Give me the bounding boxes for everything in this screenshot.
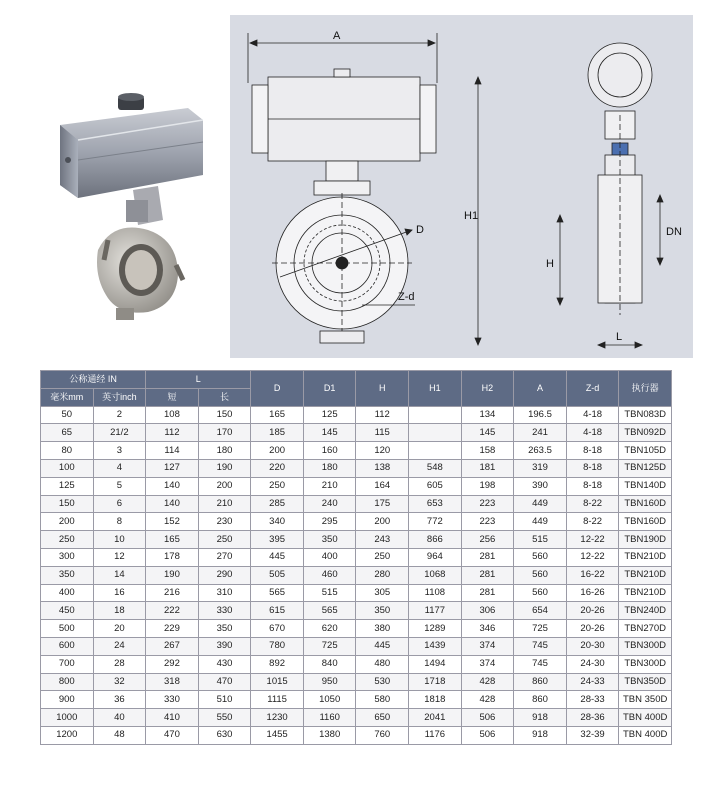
table-cell: 165 <box>251 406 304 424</box>
table-cell: 340 <box>251 513 304 531</box>
table-cell: 449 <box>514 513 567 531</box>
table-cell: 48 <box>93 726 146 744</box>
table-cell: TBN350D <box>619 673 672 691</box>
table-cell: 670 <box>251 620 304 638</box>
table-cell <box>409 406 462 424</box>
table-cell: 1015 <box>251 673 304 691</box>
table-cell: 560 <box>514 566 567 584</box>
table-cell: 560 <box>514 584 567 602</box>
table-row <box>41 620 672 638</box>
table-cell: 250 <box>198 531 251 549</box>
table-cell: 196.5 <box>514 406 567 424</box>
table-cell: 605 <box>409 477 462 495</box>
table-row <box>41 691 672 709</box>
table-row <box>41 548 672 566</box>
table-cell: 725 <box>514 620 567 638</box>
table-cell: 140 <box>146 477 199 495</box>
table-cell: 330 <box>198 602 251 620</box>
table-cell: 8-22 <box>566 513 619 531</box>
table-cell: 145 <box>303 424 356 442</box>
table-cell: 65 <box>41 424 94 442</box>
table-cell: 1200 <box>41 726 94 744</box>
table-cell: 290 <box>198 566 251 584</box>
table-cell: 505 <box>251 566 304 584</box>
table-cell: 470 <box>198 673 251 691</box>
table-cell: 256 <box>461 531 514 549</box>
table-cell: TBN105D <box>619 442 672 460</box>
table-cell: 506 <box>461 709 514 727</box>
table-cell: 918 <box>514 709 567 727</box>
table-row <box>41 459 672 477</box>
table-cell: 580 <box>356 691 409 709</box>
table-cell: 395 <box>251 531 304 549</box>
table-cell: 158 <box>461 442 514 460</box>
table-cell: 16-22 <box>566 566 619 584</box>
table-cell: 565 <box>303 602 356 620</box>
table-cell: 28-36 <box>566 709 619 727</box>
table-cell: 270 <box>198 548 251 566</box>
table-cell: 350 <box>356 602 409 620</box>
header-zd: Z-d <box>566 371 619 407</box>
label-dn: DN <box>666 226 682 238</box>
table-cell: TBN 400D <box>619 709 672 727</box>
table-cell: 200 <box>251 442 304 460</box>
table-cell: 300 <box>41 548 94 566</box>
table-cell: 150 <box>41 495 94 513</box>
table-cell: 1289 <box>409 620 462 638</box>
table-row <box>41 566 672 584</box>
table-cell: TBN300D <box>619 637 672 655</box>
table-cell: 190 <box>198 459 251 477</box>
table-row <box>41 406 672 424</box>
table-cell: 1000 <box>41 709 94 727</box>
table-cell: 250 <box>251 477 304 495</box>
table-cell: 860 <box>514 673 567 691</box>
table-cell: 243 <box>356 531 409 549</box>
table-cell: TBN092D <box>619 424 672 442</box>
table-cell: 140 <box>146 495 199 513</box>
table-cell: 210 <box>303 477 356 495</box>
table-cell: 40 <box>93 709 146 727</box>
table-cell: 1455 <box>251 726 304 744</box>
table-cell: 860 <box>514 691 567 709</box>
table-row <box>41 513 672 531</box>
table-cell: 700 <box>41 655 94 673</box>
table-cell: 120 <box>356 442 409 460</box>
table-cell: 4 <box>93 459 146 477</box>
table-cell: 164 <box>356 477 409 495</box>
table-cell: 10 <box>93 531 146 549</box>
table-cell: 390 <box>198 637 251 655</box>
table-cell: 281 <box>461 566 514 584</box>
table-cell: 1160 <box>303 709 356 727</box>
table-cell: 500 <box>41 620 94 638</box>
table-row <box>41 673 672 691</box>
table-cell: 840 <box>303 655 356 673</box>
table-cell: 36 <box>93 691 146 709</box>
table-cell: 1494 <box>409 655 462 673</box>
label-zd: Z-d <box>398 291 415 303</box>
table-cell: 1050 <box>303 691 356 709</box>
label-h: H <box>546 258 554 270</box>
table-cell: 114 <box>146 442 199 460</box>
table-row <box>41 655 672 673</box>
table-cell: 134 <box>461 406 514 424</box>
table-cell: 8-18 <box>566 477 619 495</box>
header-a: A <box>514 371 567 407</box>
table-cell: 28-33 <box>566 691 619 709</box>
table-cell: 780 <box>251 637 304 655</box>
table-cell: TBN160D <box>619 495 672 513</box>
table-cell: 8 <box>93 513 146 531</box>
table-cell: 281 <box>461 548 514 566</box>
table-cell: 1380 <box>303 726 356 744</box>
table-cell: 229 <box>146 620 199 638</box>
table-cell: 319 <box>514 459 567 477</box>
table-cell: 267 <box>146 637 199 655</box>
table-cell: TBN270D <box>619 620 672 638</box>
table-row <box>41 709 672 727</box>
table-cell: 160 <box>303 442 356 460</box>
table-cell: 2 <box>93 406 146 424</box>
table-cell: 460 <box>303 566 356 584</box>
table-cell: 16 <box>93 584 146 602</box>
table-cell: 530 <box>356 673 409 691</box>
table-cell: 374 <box>461 637 514 655</box>
table-cell: 125 <box>303 406 356 424</box>
table-cell: 150 <box>198 406 251 424</box>
dimension-drawing <box>230 15 693 358</box>
table-cell: 14 <box>93 566 146 584</box>
table-cell: 654 <box>514 602 567 620</box>
table-cell: 350 <box>303 531 356 549</box>
table-cell: 185 <box>251 424 304 442</box>
table-cell: 745 <box>514 655 567 673</box>
table-cell: 292 <box>146 655 199 673</box>
table-cell: 400 <box>303 548 356 566</box>
table-cell: 12-22 <box>566 531 619 549</box>
table-cell: 900 <box>41 691 94 709</box>
table-cell <box>409 442 462 460</box>
table-cell: 1108 <box>409 584 462 602</box>
table-cell <box>409 424 462 442</box>
table-cell: 310 <box>198 584 251 602</box>
table-cell: 108 <box>146 406 199 424</box>
header-h1: H1 <box>409 371 462 407</box>
label-a: A <box>333 30 341 42</box>
table-cell: 918 <box>514 726 567 744</box>
table-cell: 175 <box>356 495 409 513</box>
table-cell: 470 <box>146 726 199 744</box>
table-cell: 198 <box>461 477 514 495</box>
table-cell: 400 <box>41 584 94 602</box>
header-nominal: 公称通经 IN <box>41 371 146 389</box>
header-actuator: 执行器 <box>619 371 672 407</box>
table-cell: 5 <box>93 477 146 495</box>
label-h1: H1 <box>464 210 479 222</box>
table-cell: 16-26 <box>566 584 619 602</box>
table-cell: 230 <box>198 513 251 531</box>
header-short: 短 <box>146 388 199 406</box>
table-cell: 428 <box>461 691 514 709</box>
table-cell: 240 <box>303 495 356 513</box>
table-cell: 20-26 <box>566 602 619 620</box>
table-cell: 180 <box>198 442 251 460</box>
table-cell: TBN 350D <box>619 691 672 709</box>
table-cell: 280 <box>356 566 409 584</box>
table-cell: 1177 <box>409 602 462 620</box>
table-cell: 380 <box>356 620 409 638</box>
table-cell: 32-39 <box>566 726 619 744</box>
table-cell: TBN 400D <box>619 726 672 744</box>
table-cell: 630 <box>198 726 251 744</box>
table-cell: 550 <box>198 709 251 727</box>
table-cell: 12 <box>93 548 146 566</box>
table-cell: 3 <box>93 442 146 460</box>
table-cell: 21/2 <box>93 424 146 442</box>
table-cell: 190 <box>146 566 199 584</box>
table-cell: 222 <box>146 602 199 620</box>
table-cell: TBN210D <box>619 584 672 602</box>
table-cell: 181 <box>461 459 514 477</box>
table-cell: TBN240D <box>619 602 672 620</box>
table-cell: 306 <box>461 602 514 620</box>
table-cell: 115 <box>356 424 409 442</box>
table-cell: 449 <box>514 495 567 513</box>
table-cell: 510 <box>198 691 251 709</box>
table-cell: 650 <box>356 709 409 727</box>
table-cell: 745 <box>514 637 567 655</box>
table-cell: 560 <box>514 548 567 566</box>
table-cell: 285 <box>251 495 304 513</box>
table-cell: 515 <box>303 584 356 602</box>
header-inch: 英寸inch <box>93 388 146 406</box>
table-cell: 28 <box>93 655 146 673</box>
table-cell: TBN083D <box>619 406 672 424</box>
table-cell: 892 <box>251 655 304 673</box>
table-cell: 112 <box>356 406 409 424</box>
table-cell: 200 <box>41 513 94 531</box>
table-cell: 241 <box>514 424 567 442</box>
table-cell: 565 <box>251 584 304 602</box>
header-d: D <box>251 371 304 407</box>
table-cell: 223 <box>461 513 514 531</box>
table-cell: 165 <box>146 531 199 549</box>
table-cell: 374 <box>461 655 514 673</box>
table-cell: 600 <box>41 637 94 655</box>
table-cell: 18 <box>93 602 146 620</box>
table-cell: 24 <box>93 637 146 655</box>
table-cell: 170 <box>198 424 251 442</box>
table-cell: 305 <box>356 584 409 602</box>
table-cell: 445 <box>356 637 409 655</box>
table-cell: 480 <box>356 655 409 673</box>
table-cell: 772 <box>409 513 462 531</box>
table-cell: 1818 <box>409 691 462 709</box>
table-cell: 216 <box>146 584 199 602</box>
header-mm: 毫米mm <box>41 388 94 406</box>
table-row <box>41 477 672 495</box>
table-cell: 390 <box>514 477 567 495</box>
table-cell: 653 <box>409 495 462 513</box>
table-cell: 450 <box>41 602 94 620</box>
table-cell: 1439 <box>409 637 462 655</box>
table-cell: 430 <box>198 655 251 673</box>
table-cell: 506 <box>461 726 514 744</box>
table-cell: 178 <box>146 548 199 566</box>
table-cell: 950 <box>303 673 356 691</box>
table-cell: 1176 <box>409 726 462 744</box>
table-cell: 263.5 <box>514 442 567 460</box>
table-cell: 318 <box>146 673 199 691</box>
table-cell: TBN190D <box>619 531 672 549</box>
table-cell: 8-22 <box>566 495 619 513</box>
table-row <box>41 531 672 549</box>
table-cell: 4-18 <box>566 406 619 424</box>
table-cell: 112 <box>146 424 199 442</box>
table-cell: 350 <box>41 566 94 584</box>
table-cell: 100 <box>41 459 94 477</box>
table-cell: 250 <box>356 548 409 566</box>
table-cell: 1230 <box>251 709 304 727</box>
table-cell: 548 <box>409 459 462 477</box>
table-cell: TBN300D <box>619 655 672 673</box>
table-cell: 210 <box>198 495 251 513</box>
valve-photo <box>38 80 218 330</box>
table-row <box>41 442 672 460</box>
table-cell: TBN125D <box>619 459 672 477</box>
table-cell: 250 <box>41 531 94 549</box>
table-row <box>41 726 672 744</box>
table-cell: 6 <box>93 495 146 513</box>
table-cell: 12-22 <box>566 548 619 566</box>
table-cell: 180 <box>303 459 356 477</box>
table-cell: 515 <box>514 531 567 549</box>
table-cell: 760 <box>356 726 409 744</box>
table-cell: TBN210D <box>619 548 672 566</box>
table-cell: 330 <box>146 691 199 709</box>
table-row <box>41 584 672 602</box>
table-cell: 615 <box>251 602 304 620</box>
table-cell: TBN160D <box>619 513 672 531</box>
table-cell: 281 <box>461 584 514 602</box>
table-row <box>41 602 672 620</box>
table-cell: 725 <box>303 637 356 655</box>
table-cell: 8-18 <box>566 459 619 477</box>
table-cell: 200 <box>356 513 409 531</box>
table-body <box>41 406 672 744</box>
table-cell: 20-26 <box>566 620 619 638</box>
table-cell: 24-33 <box>566 673 619 691</box>
table-row <box>41 424 672 442</box>
table-cell: 8-18 <box>566 442 619 460</box>
table-cell: 1068 <box>409 566 462 584</box>
label-d: D <box>416 224 424 236</box>
table-cell: 350 <box>198 620 251 638</box>
table-cell: TBN140D <box>619 477 672 495</box>
table-cell: 4-18 <box>566 424 619 442</box>
table-cell: 445 <box>251 548 304 566</box>
table-cell: 20-30 <box>566 637 619 655</box>
header-h: H <box>356 371 409 407</box>
table-cell: 800 <box>41 673 94 691</box>
header-l: L <box>146 371 251 389</box>
table-cell: 80 <box>41 442 94 460</box>
table-cell: 223 <box>461 495 514 513</box>
table-cell: 220 <box>251 459 304 477</box>
table-cell: 346 <box>461 620 514 638</box>
table-cell: 1115 <box>251 691 304 709</box>
table-cell: 125 <box>41 477 94 495</box>
table-cell: 138 <box>356 459 409 477</box>
table-cell: 50 <box>41 406 94 424</box>
header-d1: D1 <box>303 371 356 407</box>
table-cell: 964 <box>409 548 462 566</box>
specification-table <box>40 370 672 745</box>
label-l: L <box>616 331 623 343</box>
table-cell: 866 <box>409 531 462 549</box>
table-cell: 127 <box>146 459 199 477</box>
table-cell: 152 <box>146 513 199 531</box>
table-cell: TBN210D <box>619 566 672 584</box>
table-cell: 428 <box>461 673 514 691</box>
header-long: 长 <box>198 388 251 406</box>
table-cell: 32 <box>93 673 146 691</box>
table-cell: 24-30 <box>566 655 619 673</box>
table-row <box>41 637 672 655</box>
table-cell: 295 <box>303 513 356 531</box>
table-cell: 620 <box>303 620 356 638</box>
table-cell: 1718 <box>409 673 462 691</box>
table-cell: 410 <box>146 709 199 727</box>
table-cell: 200 <box>198 477 251 495</box>
table-cell: 2041 <box>409 709 462 727</box>
table-row <box>41 495 672 513</box>
table-cell: 20 <box>93 620 146 638</box>
header-h2: H2 <box>461 371 514 407</box>
table-cell: 145 <box>461 424 514 442</box>
